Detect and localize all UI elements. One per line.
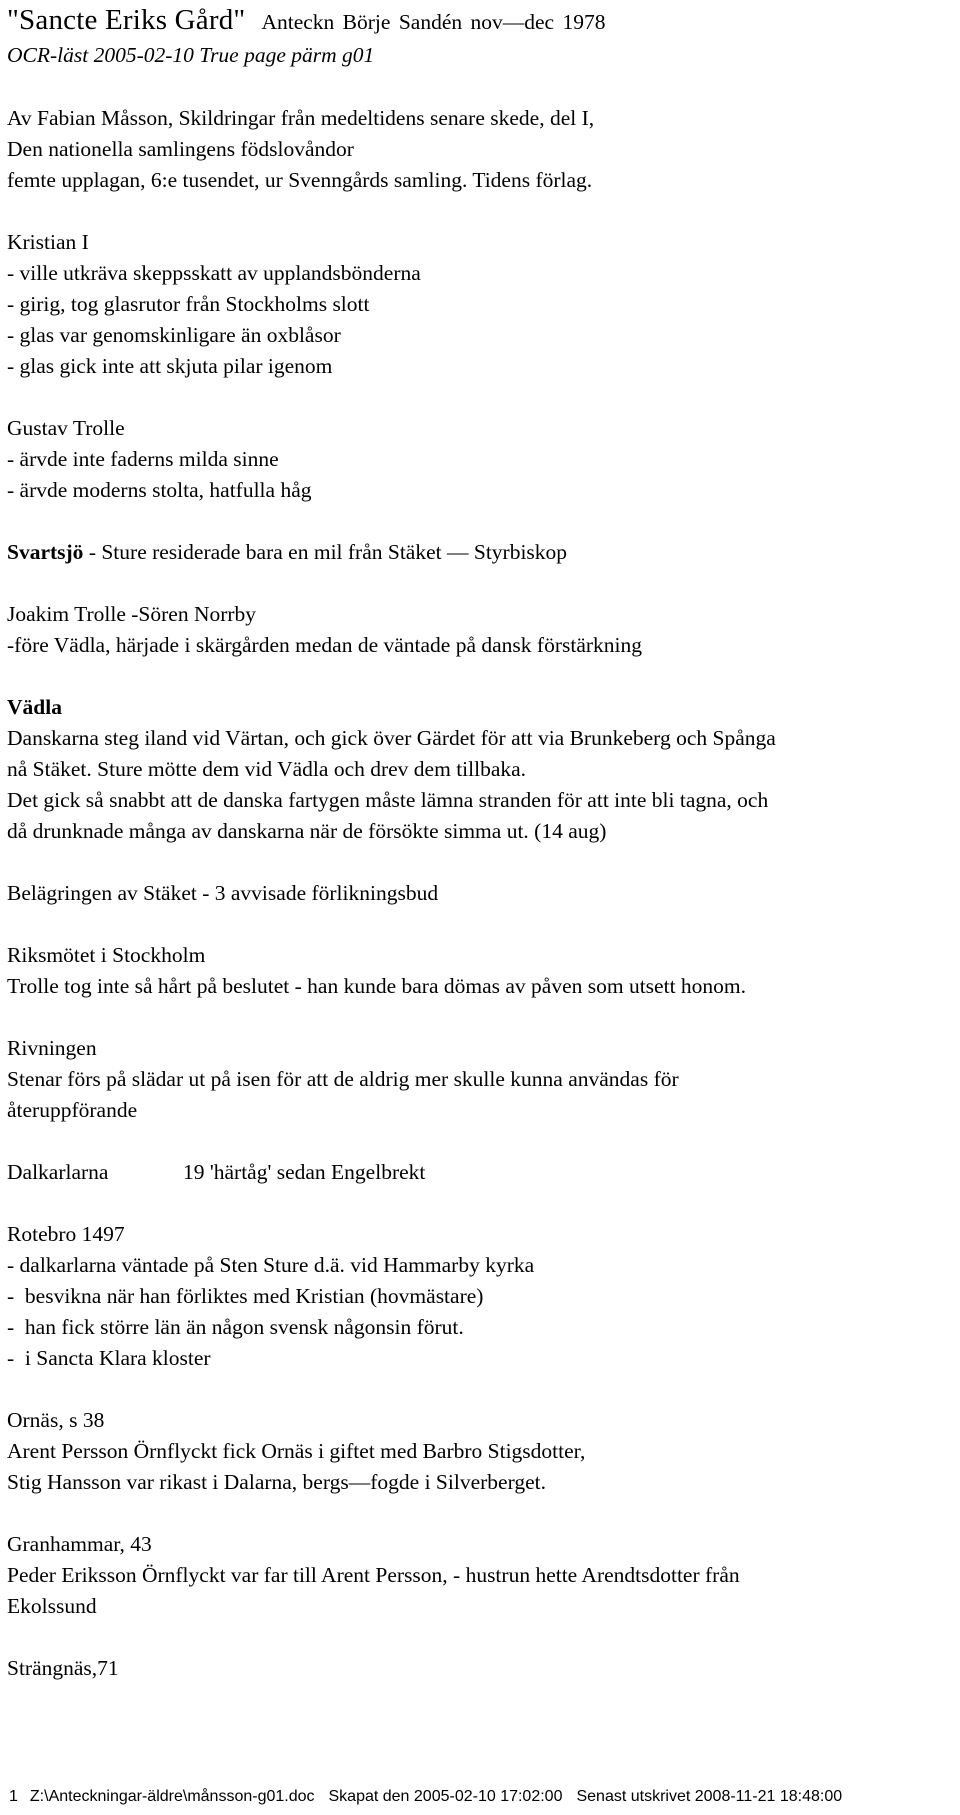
- section-heading: Strängnäs,71: [7, 1656, 119, 1680]
- section-heading: Vädla: [7, 695, 62, 719]
- footer-created-date: Skapat den 2005-02-10 17:02:00: [328, 1788, 563, 1805]
- list-item: - han fick större län än någon svensk någonsin förut.: [7, 1315, 464, 1339]
- dalkarlarna-label: Dalkarlarna: [7, 1160, 109, 1184]
- kristian-section: [7, 227, 953, 382]
- document-subtitle: OCR-läst 2005-02-10 True page pärm g01: [7, 43, 375, 67]
- dalkarlarna-section: [7, 1157, 953, 1188]
- svartsjo-text: - Sture residerade bara en mil från Stäket — Styrbiskop: [83, 540, 568, 564]
- section-heading: Rotebro 1497: [7, 1222, 125, 1246]
- ornas-section: [7, 1405, 953, 1498]
- dalkarlarna-line: [7, 1157, 953, 1188]
- document-title: "Sancte Eriks Gård": [7, 4, 246, 36]
- section-heading: Granhammar, 43: [7, 1532, 152, 1556]
- joakim-section: [7, 599, 953, 661]
- section-heading: Riksmötet i Stockholm: [7, 943, 206, 967]
- rivningen-section: [7, 1033, 953, 1126]
- paragraph-line: Peder Eriksson Örnflyckt var far till Arent Persson, - hustrun hette Arendtsdotter från: [7, 1563, 740, 1587]
- paragraph-line: Stenar förs på slädar ut på isen för att de aldrig mer skulle kunna användas för: [7, 1067, 679, 1091]
- paragraph-line: Danskarna steg iland vid Värtan, och gick över Gärdet för att via Brunkeberg och Spånga: [7, 726, 776, 750]
- section-heading: Ornäs, s 38: [7, 1408, 105, 1432]
- paragraph-line: Trolle tog inte så hårt på beslutet - han kunde bara dömas av påven som utsett honom.: [7, 974, 747, 998]
- list-item: - girig, tog glasrutor från Stockholms slott: [7, 292, 370, 316]
- source-line: Av Fabian Måsson, Skildringar från medeltidens senare skede, del I,: [7, 106, 595, 130]
- document-note: Anteckn Börje Sandén nov—dec 1978: [261, 10, 606, 34]
- list-item: - ville utkräva skeppsskatt av upplandsbönderna: [7, 261, 421, 285]
- source-section: [7, 103, 953, 196]
- list-item: - besvikna när han förliktes med Kristian (hovmästare): [7, 1284, 484, 1308]
- paragraph-line: då drunknade många av danskarna när de försökte simma ut. (14 aug): [7, 819, 607, 843]
- paragraph-line: Stig Hansson var rikast i Dalarna, bergs—fogde i Silverberget.: [7, 1470, 546, 1494]
- document-body: [7, 103, 953, 1715]
- gustav-section: [7, 413, 953, 506]
- footer-page-number: 1: [9, 1788, 18, 1805]
- paragraph-line: nå Stäket. Sture mötte dem vid Vädla och drev dem tillbaka.: [7, 757, 527, 781]
- strangnas-section: [7, 1653, 953, 1684]
- section-heading: Joakim Trolle -Sören Norrby: [7, 602, 257, 626]
- source-line: femte upplagan, 6:e tusendet, ur Svenngårds samling. Tidens förlag.: [7, 168, 593, 192]
- dalkarlarna-text: 19 'härtåg' sedan Engelbrekt: [183, 1160, 426, 1184]
- list-item: - glas gick inte att skjuta pilar igenom: [7, 354, 333, 378]
- section-heading: Kristian I: [7, 230, 89, 254]
- page-footer: [9, 1787, 842, 1807]
- list-item: - ärvde moderns stolta, hatfulla håg: [7, 478, 312, 502]
- list-item: - ärvde inte faderns milda sinne: [7, 447, 279, 471]
- list-item: -före Vädla, härjade i skärgården medan de väntade på dansk förstärkning: [7, 633, 642, 657]
- document-header: [7, 4, 605, 37]
- paragraph-line: Det gick så snabbt att de danska fartygen måste lämna stranden för att inte bli tagna, och: [7, 788, 769, 812]
- svartsjo-section: [7, 537, 953, 568]
- paragraph-line: Belägringen av Stäket - 3 avvisade förlikningsbud: [7, 881, 439, 905]
- list-item: - dalkarlarna väntade på Sten Sture d.ä. vid Hammarby kyrka: [7, 1253, 535, 1277]
- paragraph-line: Ekolssund: [7, 1594, 97, 1618]
- section-heading: Gustav Trolle: [7, 416, 125, 440]
- list-item: - glas var genomskinligare än oxblåsor: [7, 323, 341, 347]
- source-line: Den nationella samlingens födslovåndor: [7, 137, 354, 161]
- section-heading: Rivningen: [7, 1036, 97, 1060]
- svartsjo-line: [7, 537, 953, 568]
- paragraph-line: återuppförande: [7, 1098, 138, 1122]
- footer-file-path: Z:\Anteckningar-äldre\månsson-g01.doc: [29, 1788, 315, 1805]
- granhammar-section: [7, 1529, 953, 1622]
- svartsjo-heading: Svartsjö: [7, 540, 84, 564]
- paragraph-line: Arent Persson Örnflyckt fick Ornäs i giftet med Barbro Stigsdotter,: [7, 1439, 586, 1463]
- riksmotet-section: [7, 940, 953, 1002]
- vadla-section: [7, 692, 953, 847]
- list-item: - i Sancta Klara kloster: [7, 1346, 211, 1370]
- rotebro-section: [7, 1219, 953, 1374]
- belagringen-section: [7, 878, 953, 909]
- footer-printed-date: Senast utskrivet 2008-11-21 18:48:00: [576, 1788, 843, 1805]
